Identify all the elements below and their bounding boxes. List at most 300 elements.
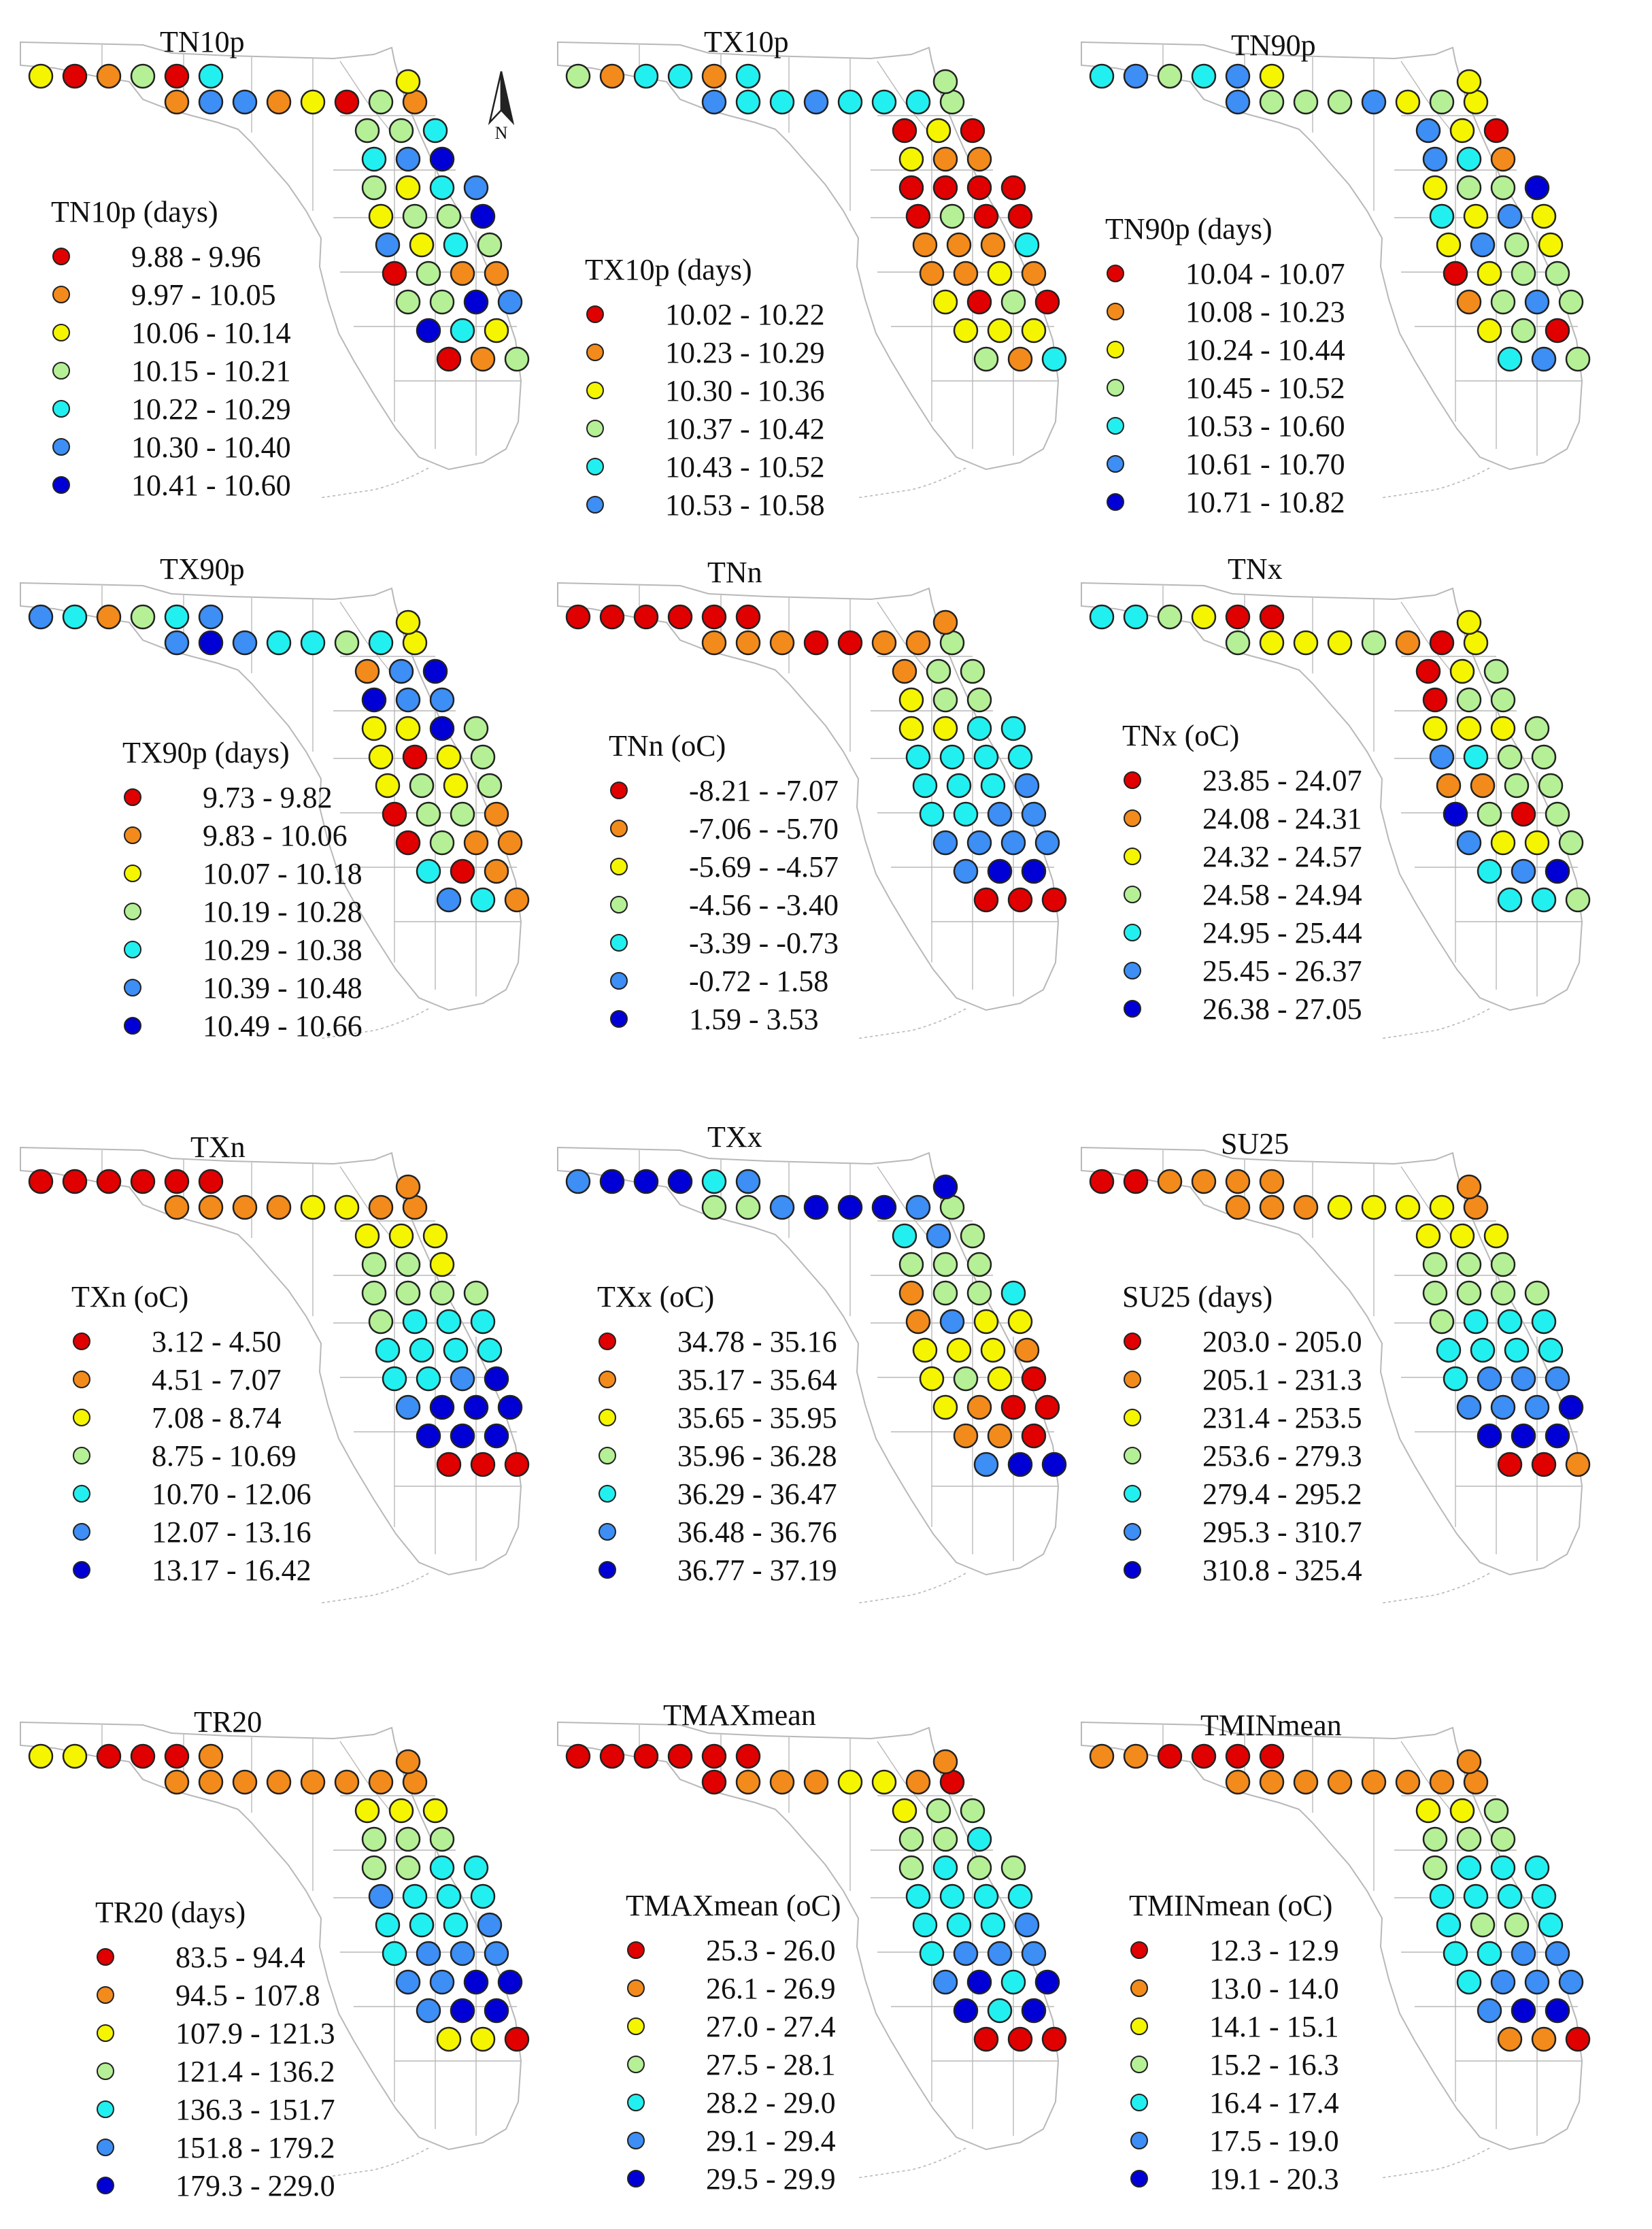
legend-label: 1.59 - 3.53 — [689, 1003, 819, 1036]
legend-label: 13.0 - 14.0 — [1209, 1972, 1339, 2005]
legend-label: 136.3 - 151.7 — [175, 2093, 335, 2126]
station-dot — [1294, 1771, 1317, 1794]
station-dot — [1124, 1745, 1147, 1768]
station-dot — [369, 1310, 392, 1333]
station-dot — [1226, 1196, 1249, 1219]
station-dot — [975, 888, 998, 911]
station-dot — [1043, 348, 1066, 371]
station-dot — [505, 888, 528, 911]
station-dot — [471, 205, 494, 228]
legend-label: 10.23 - 10.29 — [665, 336, 825, 369]
station-dot — [417, 1999, 440, 2022]
station-dot — [431, 1281, 454, 1305]
station-dot — [771, 1771, 794, 1794]
panel-tn10p — [14, 14, 544, 531]
station-dot — [403, 1310, 426, 1333]
station-dot — [1396, 1771, 1419, 1794]
legend-label: 12.07 - 13.16 — [152, 1515, 311, 1549]
legend-label: -3.39 - -0.73 — [689, 926, 839, 960]
station-dot — [703, 605, 726, 629]
station-dot — [499, 290, 522, 314]
station-dot — [1532, 1453, 1555, 1476]
station-dot — [1430, 90, 1453, 114]
legend-swatch-icon — [1107, 379, 1124, 397]
legend-title: TXx (oC) — [597, 1280, 715, 1313]
legend-label: 10.24 - 10.44 — [1185, 333, 1345, 367]
station-dot — [703, 1745, 726, 1768]
station-dot — [478, 774, 501, 797]
station-dot — [410, 233, 433, 256]
station-dot — [376, 233, 399, 256]
station-dot — [920, 803, 943, 826]
station-dot — [267, 1196, 290, 1219]
legend-label: -7.06 - -5.70 — [689, 812, 839, 845]
station-dot — [363, 717, 386, 740]
station-dot — [1328, 90, 1351, 114]
legend-label: 3.12 - 4.50 — [152, 1325, 282, 1358]
station-dot — [1491, 176, 1515, 199]
station-dot — [907, 631, 930, 654]
station-dot — [1430, 205, 1453, 228]
station-dot — [907, 1771, 930, 1794]
station-dot — [383, 1367, 406, 1390]
station-dot — [737, 1170, 760, 1193]
station-dot — [1423, 1253, 1447, 1276]
legend-label: 9.73 - 9.82 — [203, 781, 333, 814]
legend-label: 10.71 - 10.82 — [1185, 486, 1345, 519]
station-dot — [900, 1281, 923, 1305]
legend-swatch-icon — [1124, 924, 1141, 941]
legend-label: 310.8 - 325.4 — [1202, 1554, 1362, 1587]
station-dot — [1457, 717, 1481, 740]
legend-label: 36.48 - 36.76 — [677, 1515, 837, 1549]
station-dot — [1478, 1999, 1501, 2022]
station-dot — [397, 1971, 420, 1994]
panel-tr20 — [14, 1694, 544, 2211]
station-dot — [1036, 831, 1059, 854]
station-dot — [873, 1196, 896, 1219]
station-dot — [199, 90, 222, 114]
station-dot — [1498, 205, 1521, 228]
station-dot — [1124, 605, 1147, 629]
station-dot — [968, 1971, 991, 1994]
legend-label: -0.72 - 1.58 — [689, 965, 829, 998]
station-dot — [1260, 1771, 1283, 1794]
legend-swatch-icon — [1130, 1941, 1148, 1959]
legend-swatch-icon — [97, 2139, 114, 2156]
legend-label: 10.06 - 10.14 — [131, 316, 291, 350]
station-dot — [485, 1942, 508, 1965]
legend-swatch-icon — [1130, 2094, 1148, 2111]
station-dot — [1525, 717, 1549, 740]
station-dot — [431, 1253, 454, 1276]
station-dot — [1478, 1424, 1501, 1447]
legend-swatch-icon — [610, 820, 628, 837]
station-dot — [737, 1196, 760, 1219]
station-dot — [1512, 1367, 1535, 1390]
legend-label: 10.08 - 10.23 — [1185, 295, 1345, 329]
station-dot — [968, 1396, 991, 1419]
station-dot — [968, 1856, 991, 1879]
legend-label: 27.5 - 28.1 — [706, 2048, 836, 2081]
legend-title: TNx (oC) — [1122, 719, 1240, 752]
station-dot — [1294, 631, 1317, 654]
legend-label: 203.0 - 205.0 — [1202, 1325, 1362, 1358]
station-dot — [1566, 1453, 1589, 1476]
station-dot — [1423, 1856, 1447, 1879]
legend-label: 9.83 - 10.06 — [203, 819, 348, 852]
station-dot — [1417, 1224, 1440, 1247]
station-dot — [437, 1453, 460, 1476]
station-dot — [356, 119, 379, 142]
station-dot — [907, 1885, 930, 1908]
station-dot — [1546, 319, 1569, 342]
station-dot — [1226, 1170, 1249, 1193]
station-dot — [1090, 65, 1113, 88]
station-dot — [363, 1828, 386, 1851]
station-dot — [954, 262, 977, 285]
station-dot — [913, 774, 937, 797]
station-dot — [383, 803, 406, 826]
station-dot — [1192, 65, 1215, 88]
station-dot — [369, 745, 392, 769]
station-dot — [567, 1745, 590, 1768]
legend-swatch-icon — [1130, 2056, 1148, 2073]
station-dot — [1451, 1224, 1474, 1247]
station-dot — [913, 233, 937, 256]
legend-swatch-icon — [627, 2056, 645, 2073]
station-dot — [1009, 745, 1032, 769]
station-dot — [451, 860, 474, 883]
legend-swatch-icon — [52, 248, 70, 265]
station-dot — [1192, 605, 1215, 629]
station-dot — [1546, 860, 1569, 883]
station-dot — [1260, 1745, 1283, 1768]
legend-swatch-icon — [627, 2170, 645, 2188]
station-dot — [988, 1942, 1011, 1965]
station-dot — [1546, 1367, 1569, 1390]
station-dot — [954, 1999, 977, 2022]
station-dot — [363, 1856, 386, 1879]
legend-label: 10.19 - 10.28 — [203, 895, 363, 928]
station-dot — [1430, 1771, 1453, 1794]
station-dot — [839, 631, 862, 654]
station-dot — [1560, 831, 1583, 854]
station-dot — [1015, 1913, 1039, 1937]
station-dot — [451, 262, 474, 285]
station-dot — [369, 90, 392, 114]
station-dot — [437, 1885, 460, 1908]
station-dot — [771, 90, 794, 114]
legend-swatch-icon — [610, 858, 628, 875]
station-dot — [913, 1339, 937, 1362]
station-dot — [1009, 1310, 1032, 1333]
station-dot — [975, 2028, 998, 2051]
legend-swatch-icon — [1124, 848, 1141, 865]
station-dot — [424, 1799, 447, 1822]
station-dot — [417, 262, 440, 285]
station-dot — [165, 1771, 188, 1794]
station-dot — [165, 1170, 188, 1193]
legend-label: 10.45 - 10.52 — [1185, 371, 1345, 405]
legend-label: 121.4 - 136.2 — [175, 2055, 335, 2088]
legend-label: 10.30 - 10.40 — [131, 431, 291, 464]
station-dot — [805, 90, 828, 114]
station-dot — [1491, 688, 1515, 711]
station-dot — [1417, 660, 1440, 683]
legend-label: -5.69 - -4.57 — [689, 850, 839, 884]
station-dot — [907, 90, 930, 114]
station-dot — [451, 1999, 474, 2022]
station-dot — [934, 1281, 957, 1305]
station-dot — [431, 831, 454, 854]
station-dot — [567, 605, 590, 629]
station-dot — [431, 1396, 454, 1419]
legend-label: 34.78 - 35.16 — [677, 1325, 837, 1358]
station-dot — [703, 65, 726, 88]
legend-swatch-icon — [73, 1371, 90, 1388]
station-dot — [505, 348, 528, 371]
legend-title: TX90p (days) — [122, 736, 290, 769]
station-dot — [97, 1170, 120, 1193]
station-dot — [927, 119, 950, 142]
station-dot — [1485, 1224, 1508, 1247]
station-dot — [505, 1453, 528, 1476]
legend-swatch-icon — [52, 286, 70, 303]
station-dot — [451, 1942, 474, 1965]
station-dot — [397, 70, 420, 93]
station-dot — [1009, 348, 1032, 371]
station-dot — [1444, 1942, 1467, 1965]
station-dot — [1226, 1771, 1249, 1794]
panel-title: TX90p — [160, 552, 245, 586]
station-dot — [1471, 774, 1494, 797]
station-dot — [131, 605, 154, 629]
station-dot — [954, 1367, 977, 1390]
legend-swatch-icon — [73, 1447, 90, 1464]
station-dot — [601, 1170, 624, 1193]
legend-label: 36.77 - 37.19 — [677, 1554, 837, 1587]
legend-label: 10.53 - 10.60 — [1185, 409, 1345, 443]
legend-swatch-icon — [1107, 265, 1124, 282]
legend-swatch-icon — [73, 1409, 90, 1426]
north-label: N — [494, 123, 508, 143]
station-dot — [1423, 1281, 1447, 1305]
station-dot — [1226, 605, 1249, 629]
legend-label: 10.53 - 10.58 — [665, 488, 825, 522]
panel-tx10p — [551, 14, 1081, 531]
station-dot — [1491, 1396, 1515, 1419]
station-dot — [465, 717, 488, 740]
station-dot — [165, 1196, 188, 1219]
station-dot — [397, 1856, 420, 1879]
station-dot — [1423, 717, 1447, 740]
station-dot — [335, 631, 358, 654]
station-dot — [478, 1913, 501, 1937]
station-dot — [369, 1885, 392, 1908]
station-dot — [397, 1828, 420, 1851]
station-dot — [1512, 1424, 1535, 1447]
station-dot — [968, 1253, 991, 1276]
station-dot — [485, 860, 508, 883]
station-dot — [451, 1424, 474, 1447]
station-dot — [839, 1196, 862, 1219]
legend-swatch-icon — [52, 400, 70, 418]
station-dot — [975, 745, 998, 769]
station-dot — [1015, 233, 1039, 256]
station-dot — [1457, 1396, 1481, 1419]
legend-label: 29.5 - 29.9 — [706, 2162, 836, 2196]
station-dot — [839, 1771, 862, 1794]
station-dot — [954, 803, 977, 826]
station-dot — [1457, 290, 1481, 314]
station-dot — [968, 1281, 991, 1305]
station-dot — [1002, 831, 1025, 854]
legend-swatch-icon — [586, 496, 604, 514]
station-dot — [97, 1745, 120, 1768]
station-dot — [397, 611, 420, 634]
station-dot — [1525, 831, 1549, 854]
station-dot — [1512, 803, 1535, 826]
legend-swatch-icon — [73, 1333, 90, 1350]
panel-tn90p — [1075, 14, 1605, 531]
station-dot — [233, 90, 256, 114]
legend-swatch-icon — [1124, 1485, 1141, 1503]
station-dot — [1015, 774, 1039, 797]
florida-keys — [1381, 1009, 1489, 1039]
station-dot — [1478, 860, 1501, 883]
panel-tmaxmean — [551, 1694, 1081, 2211]
station-dot — [981, 1913, 1005, 1937]
panel-title: TNx — [1228, 552, 1283, 586]
station-dot — [873, 631, 896, 654]
station-dot — [471, 888, 494, 911]
station-dot — [934, 688, 957, 711]
station-dot — [471, 2028, 494, 2051]
station-dot — [1451, 660, 1474, 683]
station-dot — [981, 233, 1005, 256]
station-dot — [1512, 860, 1535, 883]
panel-tnx — [1075, 554, 1605, 1071]
station-dot — [1457, 1971, 1481, 1994]
legend-swatch-icon — [124, 1017, 141, 1035]
legend-swatch-icon — [97, 1986, 114, 2004]
station-dot — [1512, 1942, 1535, 1965]
station-dot — [968, 831, 991, 854]
station-dot — [29, 605, 52, 629]
station-dot — [975, 1310, 998, 1333]
florida-keys — [857, 1009, 966, 1039]
station-dot — [356, 1224, 379, 1247]
station-dot — [1009, 205, 1032, 228]
station-dot — [873, 1771, 896, 1794]
station-dot — [397, 1750, 420, 1773]
station-dot — [417, 319, 440, 342]
station-dot — [954, 860, 977, 883]
station-dot — [1478, 319, 1501, 342]
station-dot — [1124, 1170, 1147, 1193]
station-dot — [1532, 1885, 1555, 1908]
station-dot — [1423, 176, 1447, 199]
station-dot — [900, 717, 923, 740]
station-dot — [1002, 290, 1025, 314]
station-dot — [1444, 262, 1467, 285]
station-dot — [478, 233, 501, 256]
station-dot — [1043, 888, 1066, 911]
station-dot — [934, 1856, 957, 1879]
station-dot — [900, 176, 923, 199]
station-dot — [1444, 1367, 1467, 1390]
station-dot — [465, 1396, 488, 1419]
legend-swatch-icon — [599, 1409, 616, 1426]
station-dot — [1437, 233, 1460, 256]
station-dot — [1437, 1339, 1460, 1362]
station-dot — [465, 1971, 488, 1994]
station-dot — [417, 1942, 440, 1965]
station-dot — [988, 1367, 1011, 1390]
station-dot — [1491, 1856, 1515, 1879]
station-dot — [390, 119, 413, 142]
station-dot — [1457, 1253, 1481, 1276]
station-dot — [356, 660, 379, 683]
station-dot — [1396, 1196, 1419, 1219]
station-dot — [988, 803, 1011, 826]
station-dot — [165, 90, 188, 114]
station-dot — [356, 1799, 379, 1822]
panel-title: TMINmean — [1200, 1709, 1342, 1742]
station-dot — [397, 1396, 420, 1419]
legend-swatch-icon — [52, 476, 70, 494]
station-dot — [1457, 148, 1481, 171]
station-dot — [363, 148, 386, 171]
station-dot — [1043, 2028, 1066, 2051]
station-dot — [437, 745, 460, 769]
station-dot — [1396, 90, 1419, 114]
station-dot — [63, 605, 86, 629]
florida-keys — [1381, 468, 1489, 498]
station-dot — [1002, 1856, 1025, 1879]
station-dot — [1090, 1745, 1113, 1768]
legend-label: 10.07 - 10.18 — [203, 857, 363, 890]
station-dot — [1560, 1971, 1583, 1994]
station-dot — [907, 745, 930, 769]
station-dot — [1471, 233, 1494, 256]
station-dot — [1015, 1339, 1039, 1362]
station-dot — [397, 1175, 420, 1199]
legend-label: 24.58 - 24.94 — [1202, 878, 1362, 911]
station-dot — [1451, 1799, 1474, 1822]
station-dot — [1498, 348, 1521, 371]
station-dot — [968, 290, 991, 314]
legend-swatch-icon — [599, 1523, 616, 1541]
legend-label: 10.37 - 10.42 — [665, 412, 825, 446]
legend-swatch-icon — [97, 1948, 114, 1966]
station-dot — [499, 1971, 522, 1994]
legend-swatch-icon — [610, 1010, 628, 1028]
station-dot — [403, 1885, 426, 1908]
legend-label: 83.5 - 94.4 — [175, 1941, 305, 1974]
station-dot — [431, 688, 454, 711]
station-dot — [737, 631, 760, 654]
legend-label: 24.08 - 24.31 — [1202, 802, 1362, 835]
station-dot — [444, 1913, 467, 1937]
legend-swatch-icon — [586, 420, 604, 437]
legend-swatch-icon — [97, 2024, 114, 2042]
station-dot — [131, 1170, 154, 1193]
legend-label: -8.21 - -7.07 — [689, 774, 839, 807]
legend-swatch-icon — [97, 2177, 114, 2194]
station-dot — [165, 1745, 188, 1768]
